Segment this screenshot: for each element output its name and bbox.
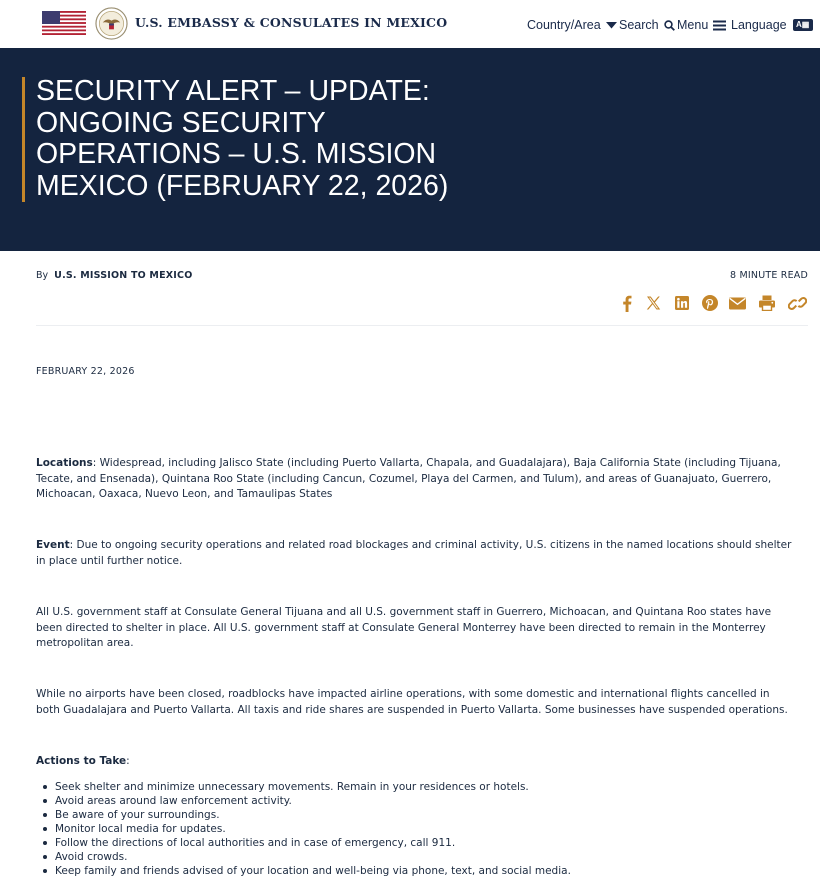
list-item: Keep family and friends advised of your location and well-being via phone, text, and social media. (55, 864, 795, 878)
us-flag-icon[interactable] (42, 11, 86, 35)
nav-country-area[interactable] (527, 18, 617, 32)
event-label: Event (36, 539, 70, 551)
article-date: FEBRUARY 22, 2026 (36, 366, 135, 377)
actions-heading (36, 754, 796, 770)
list-item: Monitor local media for updates. (55, 822, 795, 836)
pinterest-icon[interactable] (701, 293, 718, 313)
caret-down-icon (606, 22, 617, 29)
nav-menu-label: Menu (677, 18, 709, 32)
event-paragraph (36, 538, 796, 569)
search-icon (664, 20, 675, 31)
event-text: : Due to ongoing security operations and related road blockages and criminal activity, U.S. citizens in the named locations should shelter in place until further notice. (36, 539, 792, 567)
list-item: Seek shelter and minimize unnecessary movements. Remain in your residences or hotels. (55, 780, 795, 794)
actions-colon: : (126, 755, 130, 767)
read-time: 8 MINUTE READ (730, 270, 808, 281)
locations-paragraph (36, 456, 796, 503)
nav-language[interactable] (731, 18, 813, 32)
link-icon[interactable] (787, 293, 807, 313)
linkedin-icon[interactable] (674, 293, 689, 313)
nav-country-label: Country/Area (527, 18, 601, 32)
byline-divider (36, 325, 808, 326)
x-icon[interactable] (645, 293, 661, 313)
locations-label: Locations (36, 457, 93, 469)
actions-list (55, 780, 795, 878)
list-item: Avoid areas around law enforcement activity. (55, 794, 795, 808)
hero-banner (0, 48, 820, 251)
embassy-seal-icon[interactable] (95, 7, 128, 40)
print-icon[interactable] (758, 293, 775, 313)
site-title[interactable]: U.S. EMBASSY & CONSULATES IN MEXICO (135, 15, 448, 30)
list-item: Be aware of your surroundings. (55, 808, 795, 822)
actions-label: Actions to Take (36, 755, 127, 767)
hamburger-icon (713, 20, 726, 31)
nav-menu[interactable] (677, 18, 726, 32)
site-header (0, 0, 820, 48)
email-icon[interactable] (729, 293, 746, 313)
nav-search[interactable] (619, 18, 675, 32)
airports-paragraph: While no airports have been closed, roadblocks have impacted airline operations, with some domestic and international flights cancelled in both Guadalajara and Puerto Vallarta. All taxis and ride shares are suspended in Puerto Vallarta. Some businesses have suspended operations. (36, 688, 788, 716)
locations-text: : Widespread, including Jalisco State (including Puerto Vallarta, Chapala, and Guadalajara), Baja California State (including Tijuana, Tecate, and Ensenada), Quintana Roo State (including Cancun, Cozumel, Playa del Carmen, and Tulum), and areas of Guanajuato, Guerrero, Michoacan, Oaxaca, Nuevo Leon, and Tamaulipas States (36, 457, 781, 500)
byline (36, 270, 192, 281)
byline-author[interactable]: U.S. MISSION TO MEXICO (54, 270, 193, 281)
list-item: Avoid crowds. (55, 850, 795, 864)
language-translate-icon: A▦ (793, 19, 813, 31)
staff-paragraph: All U.S. government staff at Consulate General Tijuana and all U.S. government staff in Guerrero, Michoacan, and Quintana Roo states have been directed to shelter in place. All U.S. government staff at Consulate General Monterrey have been directed to remain in the Monterrey metropolitan area. (36, 606, 772, 649)
nav-language-label: Language (731, 18, 787, 32)
page-title: SECURITY ALERT – UPDATE: ONGOING SECURITY OPERATIONS – U.S. MISSION MEXICO (FEBRUARY 22, 2026) (36, 75, 449, 202)
list-item: Follow the directions of local authorities and in case of emergency, call 911. (55, 836, 795, 850)
byline-prefix: By (36, 270, 49, 281)
hero-accent-bar (22, 77, 25, 202)
nav-search-label: Search (619, 18, 659, 32)
facebook-icon[interactable] (620, 293, 634, 313)
